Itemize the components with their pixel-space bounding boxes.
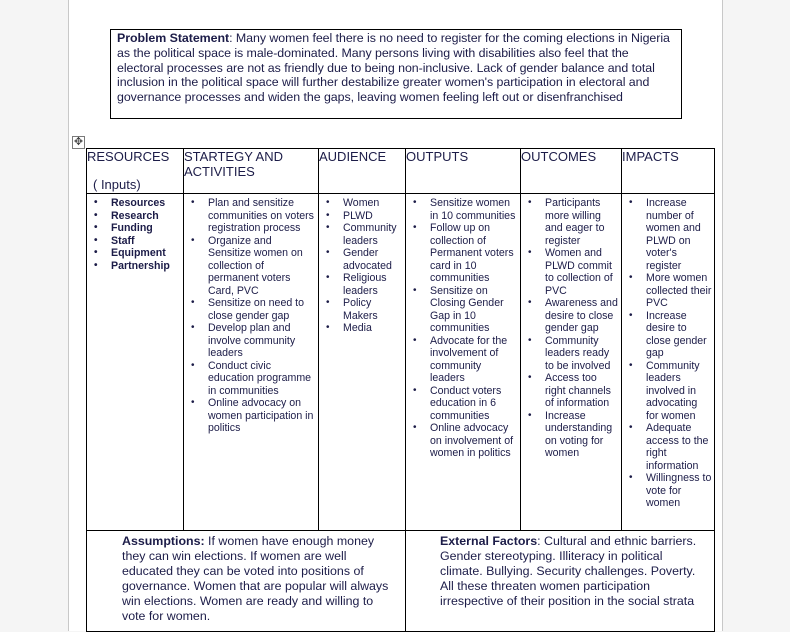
cell-strategy[interactable] xyxy=(184,194,319,531)
list-item: • Increase desire to close gender gap xyxy=(622,310,712,360)
bullet-list xyxy=(622,194,714,510)
cell-outcomes[interactable] xyxy=(521,194,622,531)
list-item: • Equipment xyxy=(87,247,181,260)
list-item: • Participants more willing and eager to register xyxy=(521,197,619,247)
header-row xyxy=(87,149,715,194)
header-label: OUTCOMES xyxy=(521,149,597,164)
list-item: • Women xyxy=(319,197,403,210)
list-item: • Religious leaders xyxy=(319,272,403,297)
list-item: • Resources xyxy=(87,197,181,210)
body-row xyxy=(87,194,715,531)
list-item: • Online advocacy on women participation in politics xyxy=(184,397,316,435)
assumptions-label: Assumptions: xyxy=(122,534,205,548)
list-item: • Research xyxy=(87,210,181,223)
list-item: • Adequate access to the right information xyxy=(622,422,712,472)
bullet-list xyxy=(521,194,621,460)
footer-row xyxy=(87,531,715,632)
list-item: • Plan and sensitize communities on voters registration process xyxy=(184,197,316,235)
external-factors-text: : Cultural and ethnic barriers. Gender stereotyping. Illiteracy in political climate. Bullying. Security challenges. Poverty. All these threaten women participation irrespective of their position in the social strata xyxy=(440,534,697,608)
header-resources[interactable] xyxy=(87,149,184,194)
list-item: • Sensitize women in 10 communities xyxy=(406,197,518,222)
list-item: • Organize and Sensitize women on collection of permanent voters Card, PVC xyxy=(184,235,316,298)
bullet-list xyxy=(406,194,520,460)
list-item: • Policy Makers xyxy=(319,297,403,322)
list-item: • Awareness and desire to close gender gap xyxy=(521,297,619,335)
list-item: • Develop plan and involve community leaders xyxy=(184,322,316,360)
header-label: AUDIENCE xyxy=(319,149,387,164)
problem-statement-label: Problem Statement xyxy=(117,31,230,45)
list-item: • Funding xyxy=(87,222,181,235)
cell-impacts[interactable] xyxy=(622,194,715,531)
list-item: • Community leaders involved in advocating for women xyxy=(622,360,712,423)
header-label: STARTEGY AND ACTIVITIES xyxy=(184,149,283,179)
header-sublabel: ( Inputs) xyxy=(93,177,141,192)
list-item: • Online advocacy on involvement of women in politics xyxy=(406,422,518,460)
list-item: • Increase understanding on voting for women xyxy=(521,410,619,460)
header-outcomes[interactable] xyxy=(521,149,622,194)
header-label: RESOURCES xyxy=(87,149,170,164)
list-item: • Access too right channels of information xyxy=(521,372,619,410)
cell-outputs[interactable] xyxy=(406,194,521,531)
assumptions-text: If women have enough money they can win elections. If women are well educated they can be voted into positions of governance. Women that are popular will always win elections. Women are ready and willing to vote for women. xyxy=(122,534,389,623)
external-factors-cell[interactable] xyxy=(406,531,715,632)
header-audience[interactable] xyxy=(319,149,406,194)
list-item: • Advocate for the involvement of community leaders xyxy=(406,335,518,385)
bullet-list xyxy=(184,194,318,435)
move-cross-icon[interactable]: ✥ xyxy=(73,136,84,148)
cell-resources[interactable] xyxy=(87,194,184,531)
header-strategy[interactable] xyxy=(184,149,319,194)
list-item: • Community leaders ready to be involved xyxy=(521,335,619,373)
list-item: • Community leaders xyxy=(319,222,403,247)
list-item: • Sensitize on Closing Gender Gap in 10 communities xyxy=(406,285,518,335)
logframe-table xyxy=(86,148,715,632)
list-item: • PLWD xyxy=(319,210,403,223)
bullet-list xyxy=(87,194,183,272)
list-item: • Media xyxy=(319,322,403,335)
problem-statement-text: : Many women feel there is no need to register for the coming elections in Nigeria as the political space is male-dominated. Many persons living with disabilities also feel that the electoral processes are not as friendly due to being non-inclusive. Lack of gender balance and total inclusion in the political space will further destabilize greater women's participation in electoral and governance processes and widen the gaps, leaving women feeling left out or disenfranchised xyxy=(117,31,670,105)
header-impacts[interactable] xyxy=(622,149,715,194)
bullet-list xyxy=(319,194,405,335)
list-item: • Women and PLWD commit to collection of PVC xyxy=(521,247,619,297)
list-item: • Staff xyxy=(87,235,181,248)
header-label: IMPACTS xyxy=(622,149,679,164)
assumptions-cell[interactable] xyxy=(87,531,406,632)
problem-statement-box[interactable] xyxy=(110,29,682,119)
cell-audience[interactable] xyxy=(319,194,406,531)
external-factors-label: External Factors xyxy=(440,534,538,548)
list-item: • Increase number of women and PLWD on voter's register xyxy=(622,197,712,272)
list-item: • Follow up on collection of Permanent voters card in 10 communities xyxy=(406,222,518,285)
list-item: • Sensitize on need to close gender gap xyxy=(184,297,316,322)
header-label: OUTPUTS xyxy=(406,149,469,164)
list-item: • Conduct civic education programme in communities xyxy=(184,360,316,398)
list-item: • Conduct voters education in 6 communities xyxy=(406,385,518,423)
header-outputs[interactable] xyxy=(406,149,521,194)
list-item: • More women collected their PVC xyxy=(622,272,712,310)
list-item: • Partnership xyxy=(87,260,181,273)
list-item: • Gender advocated xyxy=(319,247,403,272)
list-item: • Willingness to vote for women xyxy=(622,472,712,510)
